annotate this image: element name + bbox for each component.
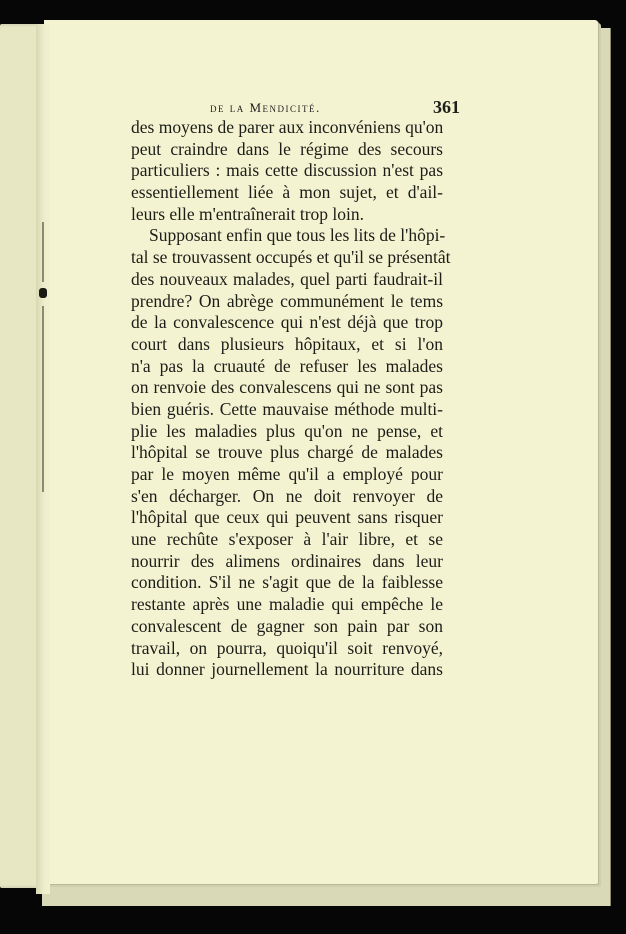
text-line: essentiellement liée à mon sujet, et d'ail- [131,182,443,203]
text-line: peut craindre dans le régime des secours [131,138,443,159]
text-line: nourrir des alimens ordinaires dans leur [131,550,443,571]
text-line: prendre? On abrège communément le tems [131,290,443,311]
text-line: restante après une maladie qui empêche le [131,594,443,615]
paragraph-last-line: leurs elle m'entraînerait trop loin. [131,203,365,224]
text-line: plie les maladies plus qu'on ne pense, et [131,420,443,441]
binding-thread-line [42,222,44,282]
text-line: par le moyen même qu'il a employé pour [131,464,443,484]
binding-thread-line [42,306,44,492]
text-line: court dans plusieurs hôpitaux, et si l'on [131,333,443,354]
text-line: convalescent de gagner son pain par son [131,615,443,636]
text-line: on renvoie des convalescens qui ne sont pas [131,377,443,398]
text-line: une rechûte s'exposer à l'air libre, et se [131,529,443,550]
text-line: de la convalescence qui n'est déjà que trop [131,312,443,333]
text-line: n'a pas la cruauté de refuser les malades [131,355,443,376]
text-line: travail, on pourra, quoiqu'il soit renvoyé, [131,637,443,658]
text-line: l'hôpital se trouve plus chargé de malades [131,442,443,463]
binding-knot [39,288,47,298]
text-line: l'hôpital que ceux qui peuvent sans risquer [131,507,443,528]
running-title: de la Mendicité. [210,100,321,115]
page-number: 361 [433,97,460,117]
binding-thread [38,222,48,492]
text-line: bien guéris. Cette mauvaise méthode multi- [131,398,443,419]
paragraph-first-line: Supposant enfin que tous les lits de l'hôpi- [149,225,446,246]
text-line: lui donner journellement la nourriture dans [131,659,443,680]
text-line: des moyens de parer aux inconvéniens qu'on [131,117,444,137]
text-line: des nouveaux malades, quel parti faudrait-il [131,268,443,289]
body-text [131,117,451,681]
text-line: tal se trouvassent occupés et qu'il se présentât [131,247,451,268]
running-head [210,97,460,118]
text-line: particuliers : mais cette discussion n'est pas [131,160,443,181]
text-line: s'en décharger. On ne doit renvoyer de [131,485,443,506]
text-line: condition. S'il ne s'agit que de la faiblesse [131,572,443,593]
